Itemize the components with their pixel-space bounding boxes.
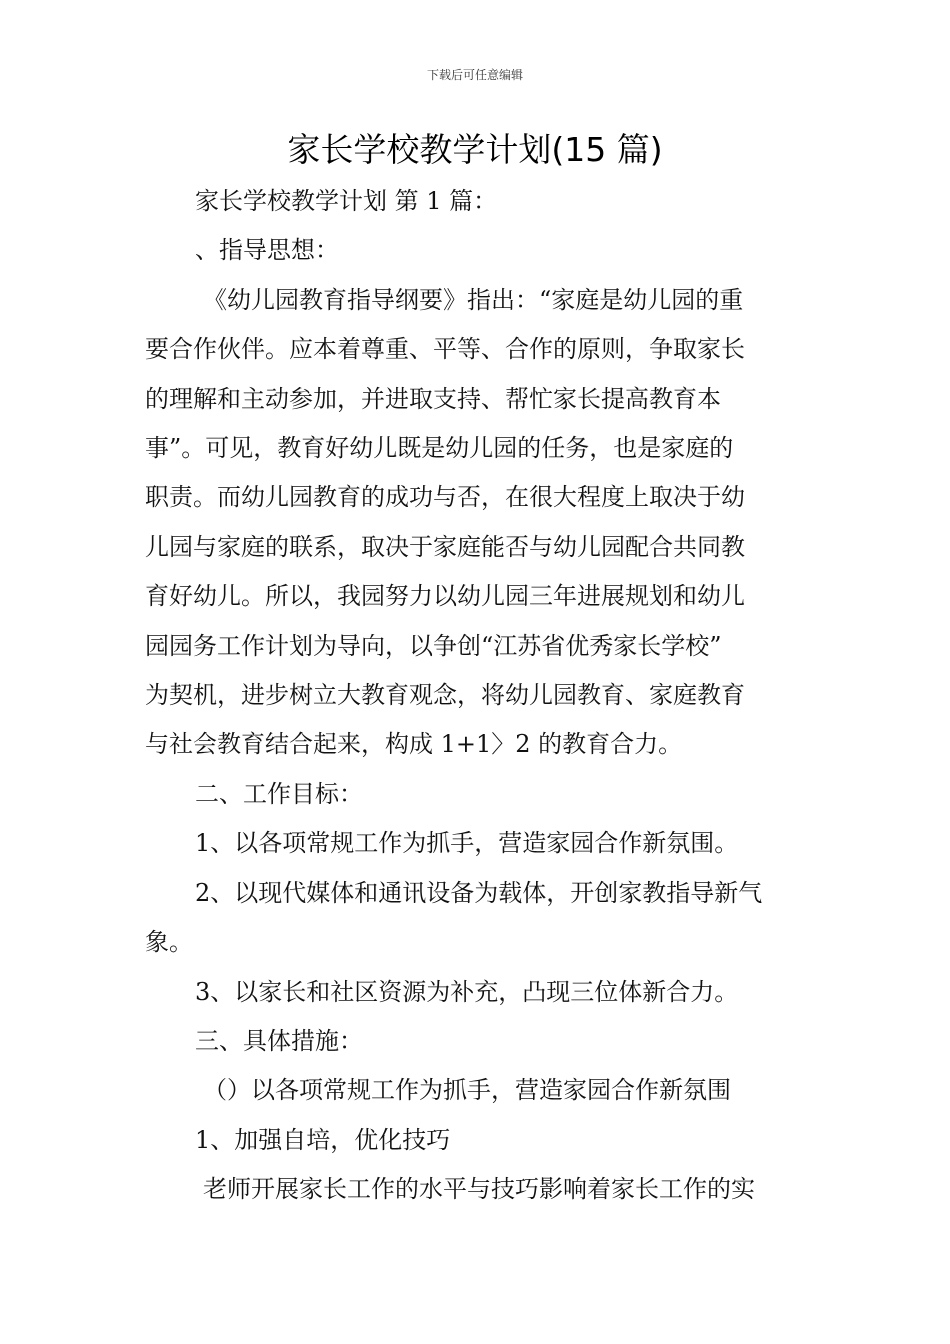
paragraph-line: 与社会教育结合起来，构成 1+1〉2 的教育合力。 <box>145 730 683 759</box>
header-note: 下载后可任意编辑 <box>426 68 523 82</box>
paragraph-line: 育好幼儿。所以，我园努力以幼儿园三年进展规划和幼儿 <box>145 582 745 611</box>
list-item: 2、以现代媒体和通讯设备为载体，开创家教指导新气 <box>195 878 763 907</box>
section-heading: 三、具体措施： <box>195 1026 363 1055</box>
paragraph-line: 要合作伙伴。应本着尊重、平等、合作的原则，争取家长 <box>145 335 745 364</box>
paragraph-line: 象。 <box>145 928 193 957</box>
list-item: 1、加强自培，优化技巧 <box>195 1125 451 1154</box>
document-title: 家长学校教学计划(15 篇) <box>287 130 663 169</box>
paragraph-line: 的理解和主动参加，并进取支持、帮忙家长提高教育本 <box>145 384 721 413</box>
document-body <box>145 177 813 1215</box>
paragraph-line: 老师开展家长工作的水平与技巧影响着家长工作的实 <box>203 1175 755 1204</box>
list-item: 3、以家长和社区资源为补充，凸现三位体新合力。 <box>195 977 739 1006</box>
paragraph-line: 园园务工作计划为导向，以争创“江苏省优秀家长学校” <box>145 631 722 660</box>
list-item: 1、以各项常规工作为抓手，营造家园合作新氛围。 <box>195 829 739 858</box>
paragraph-line: 职责。而幼儿园教育的成功与否，在很大程度上取决于幼 <box>145 483 745 512</box>
subsection-heading: （）以各项常规工作为抓手，营造家园合作新氛围 <box>203 1076 731 1105</box>
section-heading: 二、工作目标： <box>195 779 363 808</box>
section-heading: 家长学校教学计划 第 1 篇： <box>195 187 498 215</box>
paragraph-line: 儿园与家庭的联系，取决于家庭能否与幼儿园配合共同教 <box>145 532 745 561</box>
paragraph-line: 事”。可见，教育好幼儿既是幼儿园的任务，也是家庭的 <box>145 434 734 463</box>
paragraph-line: 为契机，进步树立大教育观念，将幼儿园教育、家庭教育 <box>145 681 745 710</box>
paragraph-line: 《幼儿园教育指导纲要》指出：“家庭是幼儿园的重 <box>203 285 744 314</box>
section-heading: 、指导思想： <box>195 236 339 265</box>
